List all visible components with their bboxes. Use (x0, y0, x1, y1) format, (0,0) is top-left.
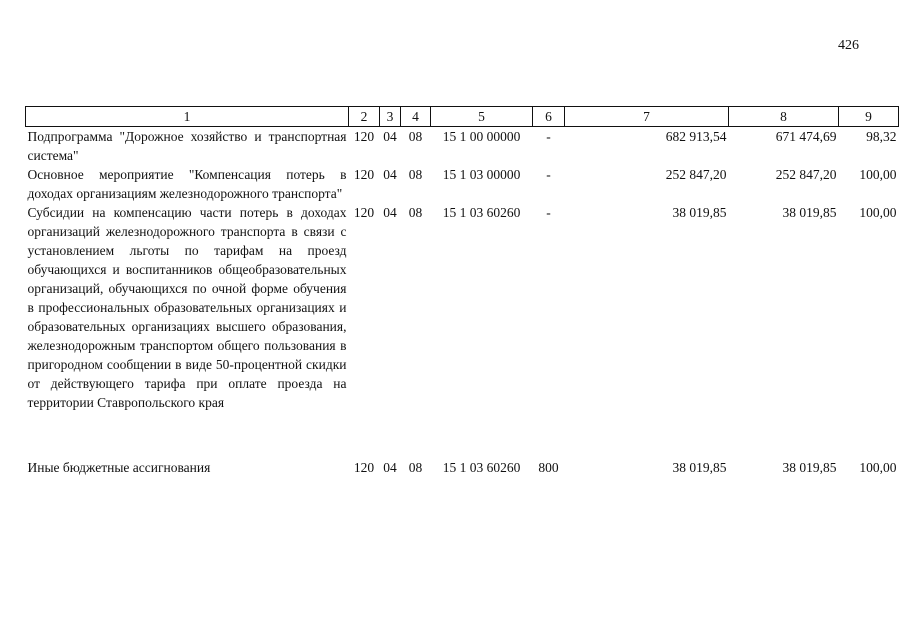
table-row (26, 450, 899, 477)
cell-section: 04 (383, 167, 397, 182)
cell-planned: 682 913,54 (665, 129, 727, 144)
row-name: Основное мероприятие "Компенсация потерь в доходах организациям железнодорожного транспорта" (27, 167, 347, 201)
cell-percent: 100,00 (859, 167, 897, 182)
cell-subsection: 08 (408, 167, 423, 182)
table-header-row (26, 107, 899, 127)
column-header: 4 (401, 107, 431, 127)
cell-ministry-code: 120 (353, 205, 375, 220)
cell-planned: 252 847,20 (665, 167, 727, 182)
cell-ministry-code: 120 (353, 460, 375, 475)
budget-table (25, 106, 899, 477)
table-row (26, 203, 899, 412)
cell-subsection: 08 (408, 460, 423, 475)
cell-executed: 38 019,85 (782, 460, 837, 475)
column-header: 6 (533, 107, 565, 127)
column-header: 1 (26, 107, 349, 127)
cell-planned: 38 019,85 (672, 460, 727, 475)
table-row (26, 127, 899, 166)
cell-target-article: 15 1 03 60260 (442, 460, 521, 475)
cell-subsection: 08 (408, 205, 423, 220)
cell-expense-type: 800 (538, 460, 559, 475)
cell-ministry-code: 120 (353, 129, 375, 144)
cell-ministry-code: 120 (353, 167, 375, 182)
column-header: 7 (565, 107, 729, 127)
row-name: Субсидии на компенсацию части потерь в доходах организаций железнодорожного транспорта в связи с установлением льготы по тарифам на проезд обучающихся и воспитанников общеобразовательных организаций, обучающихся по очной форме обучения в профессиональных образовательных организациях и образовательных организациях высшего образования, железнодорожным транспортом общего пользования в пригородном сообщении в виде 50-процентной скидки от действующего тарифа при оплате проезда на территории Ставропольского края (27, 205, 347, 410)
cell-percent: 100,00 (859, 205, 897, 220)
cell-section: 04 (383, 205, 397, 220)
row-spacer (26, 412, 899, 450)
column-header: 2 (349, 107, 380, 127)
cell-target-article: 15 1 00 00000 (442, 129, 521, 144)
cell-percent: 98,32 (866, 129, 897, 144)
cell-executed: 671 474,69 (775, 129, 837, 144)
cell-section: 04 (383, 129, 397, 144)
cell-executed: 252 847,20 (775, 167, 837, 182)
column-header: 9 (839, 107, 899, 127)
cell-section: 04 (383, 460, 397, 475)
column-header: 3 (380, 107, 401, 127)
cell-executed: 38 019,85 (782, 205, 837, 220)
cell-expense-type: - (546, 205, 551, 220)
cell-expense-type: - (546, 167, 551, 182)
column-header: 8 (729, 107, 839, 127)
cell-target-article: 15 1 03 00000 (442, 167, 521, 182)
table-row (26, 165, 899, 203)
page-number: 426 (838, 38, 859, 53)
cell-expense-type: - (546, 129, 551, 144)
cell-planned: 38 019,85 (672, 205, 727, 220)
cell-target-article: 15 1 03 60260 (442, 205, 521, 220)
row-name: Подпрограмма "Дорожное хозяйство и транспортная система" (27, 129, 347, 163)
cell-subsection: 08 (408, 129, 423, 144)
cell-percent: 100,00 (859, 460, 897, 475)
row-name: Иные бюджетные ассигнования (27, 460, 211, 475)
column-header: 5 (431, 107, 533, 127)
